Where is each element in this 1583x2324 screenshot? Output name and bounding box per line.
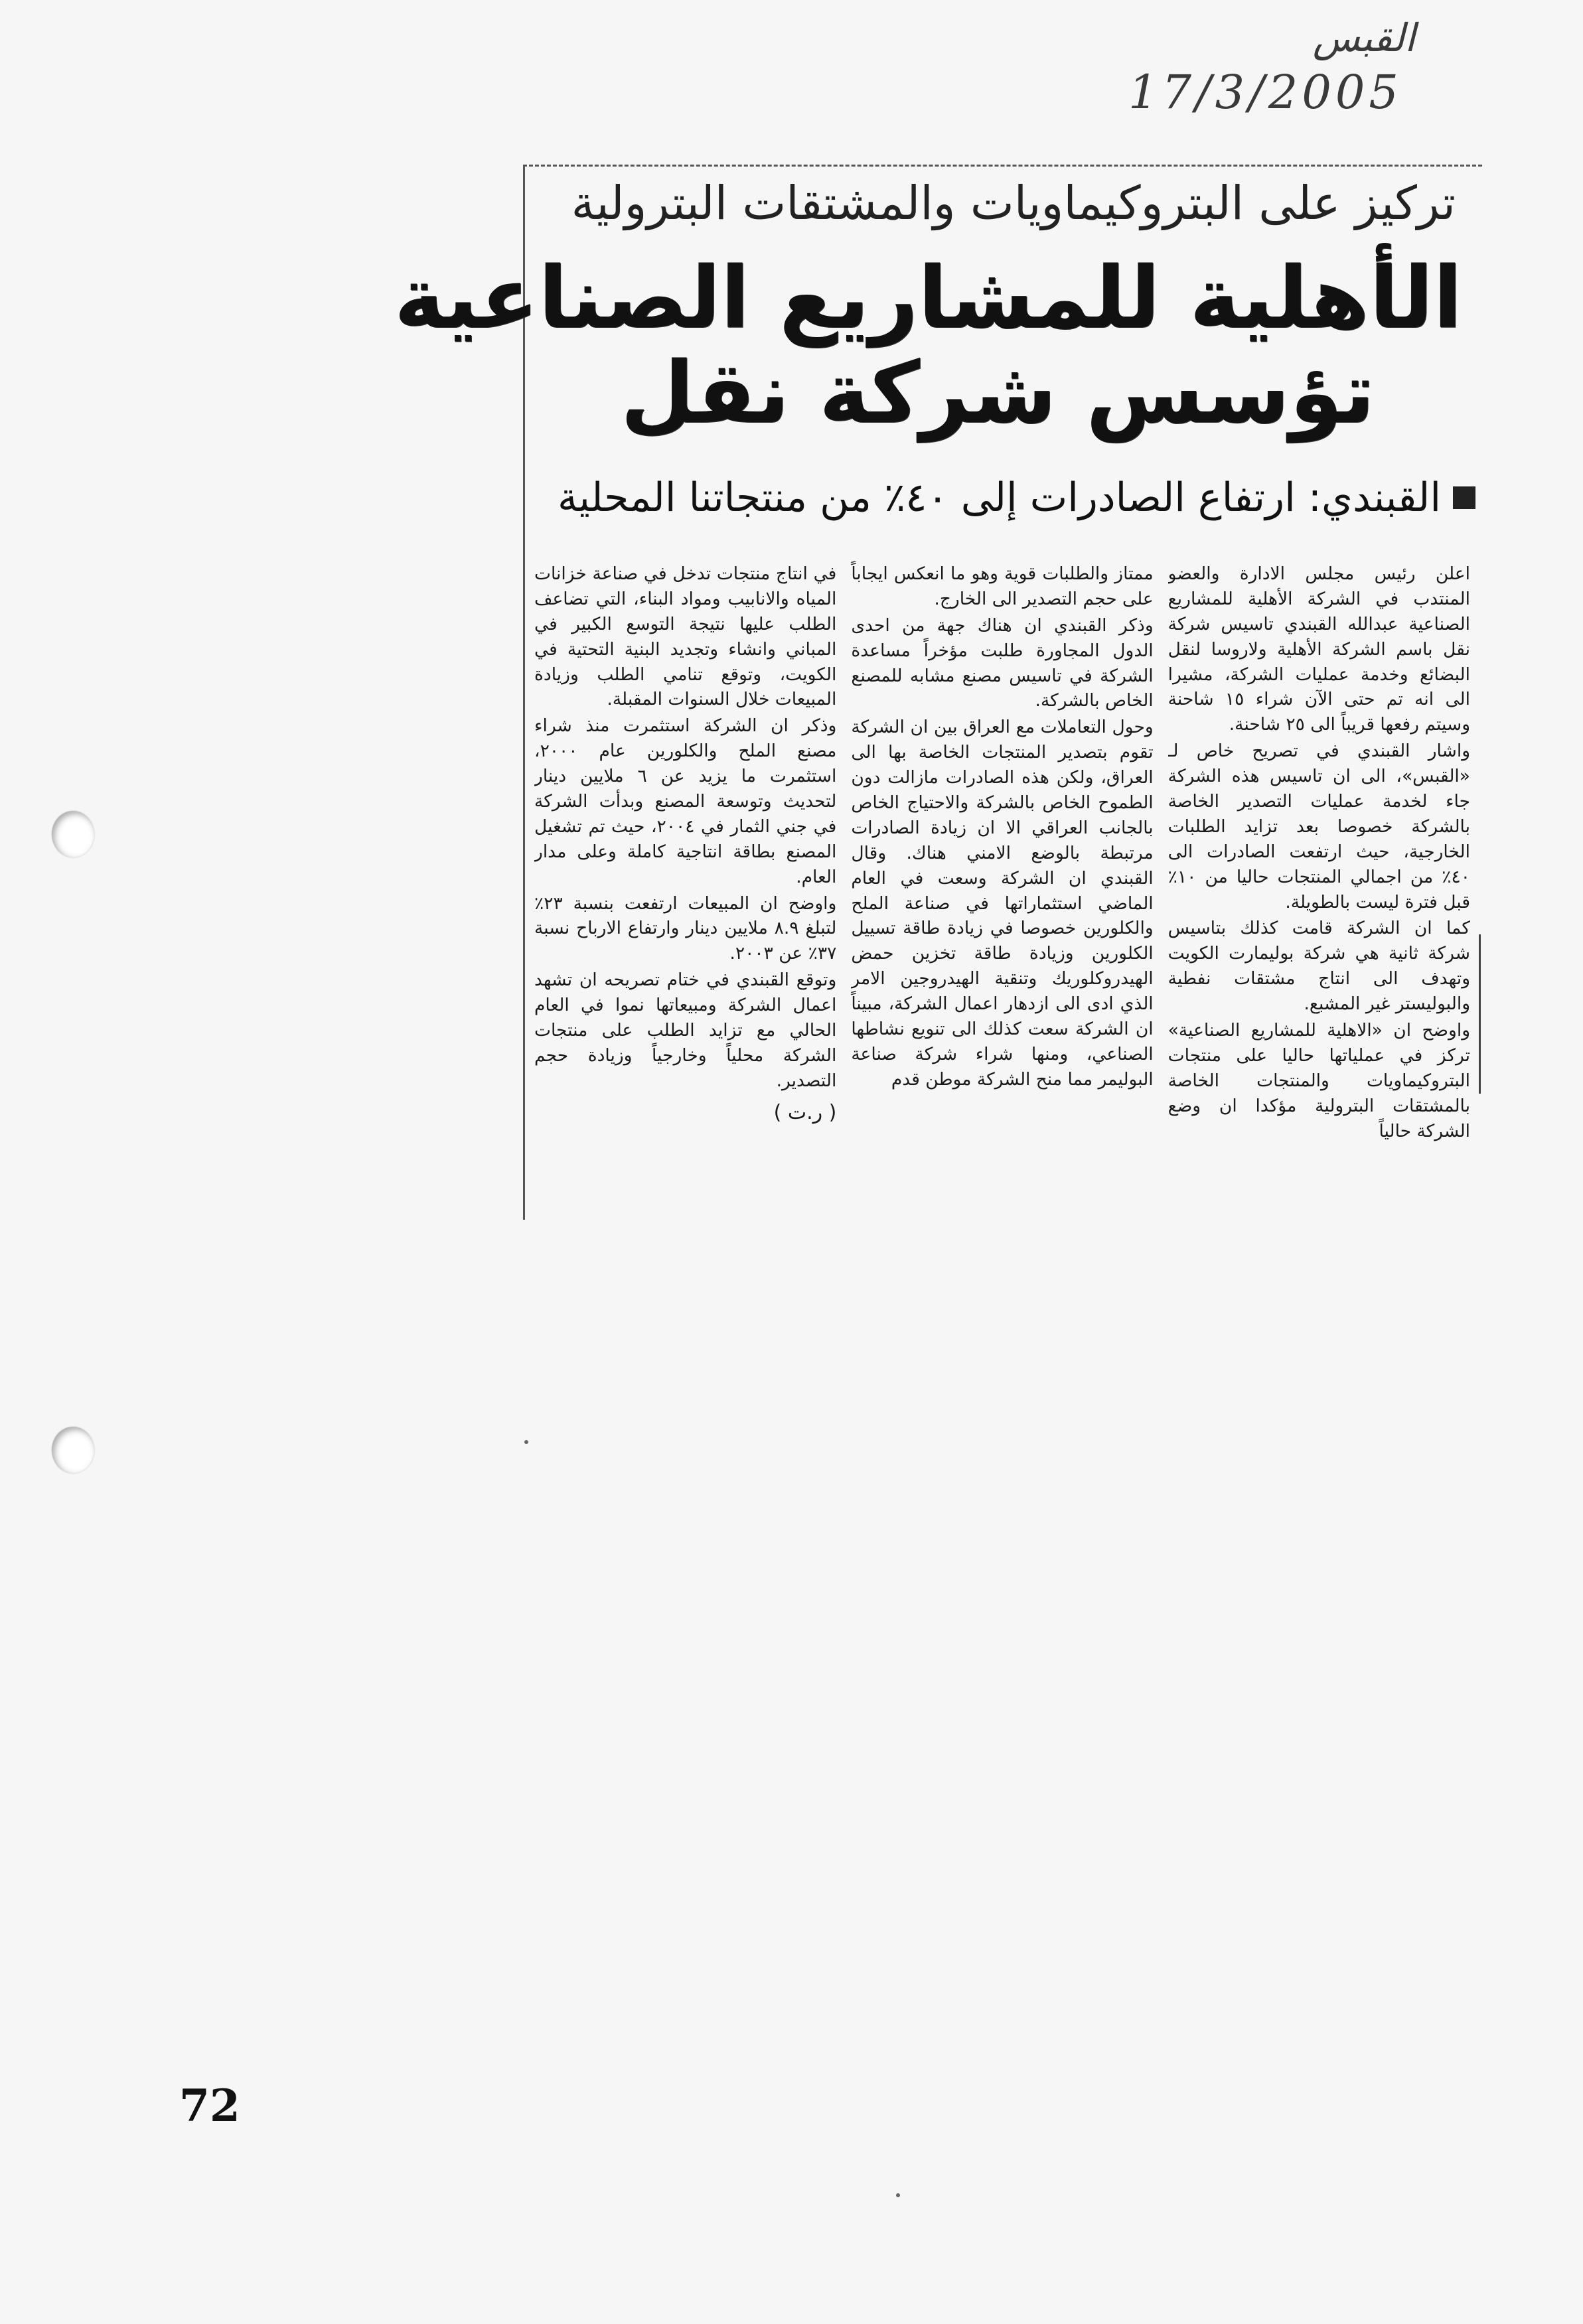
handwritten-date: 17/3/2005 <box>1128 65 1402 119</box>
page-number: 72 <box>179 2080 240 2132</box>
bullet-square-icon <box>1453 486 1475 509</box>
column-3-paragraph: في انتاج منتجات تدخل في صناعة خزانات المياه والانابيب ومواد البناء، التي تضاعف الطلب عليها نتيجة التوسع الكبير في المباني وانشاء وتجديد البنية التحتية في الكويت، وتوقع تنامي الطلب وزيادة المبيعات خلال السنوات المقبلة. <box>534 563 837 710</box>
column-1-paragraph: اعلن رئيس مجلس الادارة والعضو المنتدب في الشركة الأهلية للمشاريع الصناعية عبدالله القبندي تاسيس شركة نقل باسم الشركة الأهلية ولاروسا لنقل البضائع وخدمة عمليات الشركة، مشيرا الى انه تم حتى الآن شراء ١٥ شاحنة وسيتم رفعها قريباً الى ٢٥ شاحنة. <box>1168 563 1470 735</box>
column-2-paragraph: وذكر القبندي ان هناك جهة من احدى الدول المجاورة طلبت مؤخراً مساعدة الشركة في تاسيس مصنع مشابه للمصنع الخاص بالشركة. <box>851 615 1154 711</box>
article-column-2 <box>851 561 1153 1212</box>
column-2-paragraph: ممتاز والطلبات قوية وهو ما انعكس ايجاباً على حجم التصدير الى الخارج. <box>851 563 1154 609</box>
article-body <box>534 561 1470 1212</box>
column-3-paragraph: واوضح ان المبيعات ارتفعت بنسبة ٢٣٪ لتبلغ ٨.٩ ملايين دينار وارتفاع الارباح نسبة ٣٧٪ عن ٢٠٠٣. <box>534 893 837 964</box>
article-headline <box>394 249 1462 443</box>
article-subhead: القبندي: ارتفاع الصادرات إلى ٤٠٪ من منتجاتنا المحلية <box>558 474 1441 521</box>
scan-speck <box>524 1440 528 1444</box>
newspaper-clipping <box>394 165 1482 1220</box>
handwritten-source: القبس <box>1312 15 1416 60</box>
article-column-3 <box>534 561 836 1212</box>
author-signature: ( ر.ت ) <box>773 1100 837 1124</box>
punch-hole-top <box>52 811 94 857</box>
article-kicker: تركيز على البتروكيماويات والمشتقات البترولية <box>571 176 1456 230</box>
headline-line-2: تؤسس شركة نقل <box>620 344 1375 443</box>
clipping-top-border <box>523 165 1482 167</box>
column-1-paragraph: كما ان الشركة قامت كذلك بتاسيس شركة ثانية هي شركة بوليمارت الكويت وتهدف الى انتاج مشتقات نفطية والبوليستر غير المشبع. <box>1168 918 1470 1015</box>
headline-line-1: الأهلية للمشاريع الصناعية <box>394 249 1462 348</box>
column-3-paragraph: وتوقع القبندي في ختام تصريحه ان تشهد اعمال الشركة ومبيعاتها نموا في العام الحالي مع تزايد الطلب على منتجات الشركة محلياً وخارجياً وزيادة حجم التصدير. <box>534 970 837 1091</box>
column-1-paragraph: واشار القبندي في تصريح خاص لـ «القبس»، الى ان تاسيس هذه الشركة جاء لخدمة عمليات التصدير الخاصة بالشركة خصوصا بعد تزايد الطلبات الخارجية، حيث ارتفعت الصادرات الى ٤٠٪ من اجمالي المنتجات حاليا من ١٠٪ قبل فترة ليست بالطويلة. <box>1168 741 1470 912</box>
scan-speck <box>896 2193 900 2197</box>
punch-hole-bottom <box>52 1427 94 1473</box>
article-column-1 <box>1168 561 1470 1212</box>
article-subhead-row <box>540 474 1475 522</box>
column-2-paragraph: وحول التعاملات مع العراق بين ان الشركة تقوم بتصدير المنتجات الخاصة بها الى العراق، ولكن هذه الصادرات مازالت دون الطموح الخاص بالشركة والاحتياج الخاص بالجانب العراقي الا ان زيادة الصادرات مرتبطة بالوضع الامني هناك. وقال القبندي ان الشركة وسعت في العام الماضي استثماراتها في صناعة الملح والكلورين خصوصا في زيادة طاقة تسييل الكلورين وزيادة طاقة تخزين حمض الهيدروكلوريك وتنقية الهيدروجين الامر الذي ادى الى ازدهار اعمال الشركة، مبيناً ان الشركة سعت كذلك الى تنويع نشاطها الصناعي، ومنها شراء شركة صناعة البوليمر مما منح الشركة موطن قدم <box>851 717 1154 1090</box>
column-1-paragraph: واوضح ان «الاهلية للمشاريع الصناعية» تركز في عملياتها حاليا على منتجات البتروكيماويات والمنتجات الخاصة بالمشتقات البترولية مؤكدا ان وضع الشركة حالياً <box>1168 1020 1470 1141</box>
column-bracket-mark <box>1475 934 1481 1094</box>
column-3-paragraph: وذكر ان الشركة استثمرت منذ شراء مصنع الملح والكلورين عام ٢٠٠٠، استثمرت ما يزيد عن ٦ ملايين دينار لتحديث وتوسعة المصنع وبدأت الشركة في جني الثمار في ٢٠٠٤، حيث تم تشغيل المصنع بطاقة انتاجية كاملة وعلى مدار العام. <box>534 715 837 887</box>
